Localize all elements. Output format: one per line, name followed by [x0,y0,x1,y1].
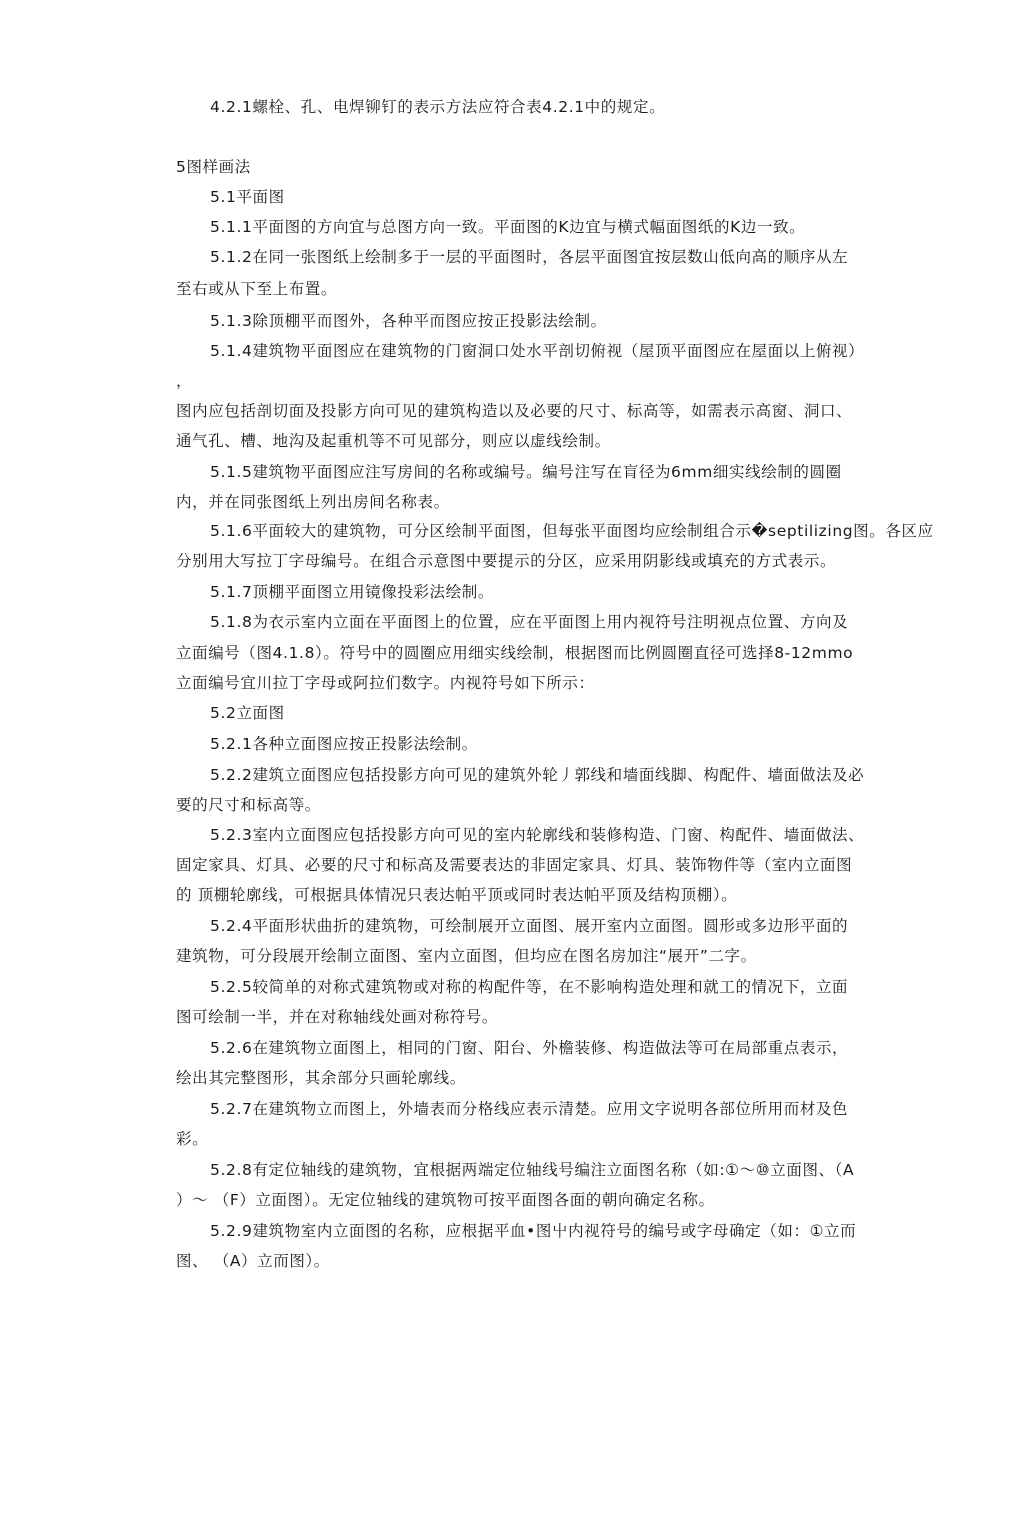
text-line: 绘出其完整图形，其余部分只画轮廓线。 [176,1069,466,1087]
text-line: 5.2.4平面形状曲折的建筑物，可绘制展开立面图、展开室内立面图。圆形或多边形平面的 [210,917,849,935]
text-line: 5.1.3除顶棚平而图外，各种平而图应按正投影法绘制。 [210,312,607,330]
section-heading: 5图样画法 [176,158,251,176]
subsection-heading: 5.1平面图 [210,188,285,206]
text-line: 图可绘制一半，并在对称轴线处画对称符号。 [176,1008,499,1026]
text-line: 4.2.1螺栓、孔、电焊铆钉的表示方法应符合表4.2.1中的规定。 [210,98,666,116]
text-line: 要的尺寸和标高等。 [176,796,321,814]
text-line: ， [176,372,193,390]
text-line: 固定家具、灯具、必要的尺寸和标高及需要表达的非固定家具、灯具、装饰物件等（室内立面图 [176,856,853,874]
subsection-heading: 5.2立面图 [210,704,285,722]
text-line: 5.2.9建筑物室内立面图的名称，应根据平血•图屮内视符号的编号或字母确定（如：①立而 [210,1222,857,1240]
text-line: 立面编号（图4.1.8）。符号中的圆圈应用细实线绘制，根据图而比例圆圈直径可选择8-12mmo [176,644,854,662]
text-line: 5.2.8有定位轴线的建筑物，宜根据两端定位轴线号编注立面图名称（如:①～⑩立面图、（A [210,1161,855,1179]
text-line: 5.1.1平面图的方向宜与总图方向一致。平面图的K边宜与横式幅面图纸的K边一致。 [210,218,806,236]
text-line: 内，并在同张图纸上列出房间名称表。 [176,493,450,511]
text-line: 5.2.2建筑立面图应包括投影方向可见的建筑外轮丿郭线和墙面线脚、构配件、墙面做法及必 [210,766,865,784]
text-line: 5.1.8为衣示室内立面在平面图上的位置，应在平面图上用内视符号注明视点位置、方向及 [210,613,849,631]
text-line: 5.2.5较简单的对称式建筑物或对称的构配件等，在不影响构造处理和就工的情况下，立面 [210,978,849,996]
text-line: 图、 （A）立而图）。 [176,1252,330,1270]
text-line: 彩。 [176,1130,209,1148]
text-line: 立面编号宜川拉丁字母或阿拉们数字。内视符号如下所示： [176,674,595,692]
text-line: 的 顶棚轮廓线，可根据具体情况只表达帕平顶或同时表达帕平顶及结构顶棚）。 [176,886,738,904]
text-line: 5.1.2在同一张图纸上绘制多于一层的平面图时，各层平面图宜按层数山低向高的顺序从左 [210,248,849,266]
text-line: 至右或从下至上布置。 [176,280,338,298]
text-line: 5.2.7在建筑物立而图上，外墙表而分格线应表示清楚。应用文字说明各部位所用而材及色 [210,1100,849,1118]
text-line: 5.2.3室内立面图应包括投影方向可见的室内轮廓线和装修构造、门窗、构配件、墙面做法、 [210,826,865,844]
text-line: 建筑物，可分段展开绘制立面图、室内立面图，但均应在图名房加注“展开”二字。 [176,947,757,965]
text-line: 分别用大写拉丁字母编号。在组合示意图中要提示的分区，应采用阴影线或填充的方式表示。 [176,552,837,570]
text-line: 图内应包括剖切面及投影方向可见的建筑构造以及必要的尺寸、标高等，如需表示高窗、洞口、 [176,402,853,420]
text-line: 5.1.7顶棚平面图立用镜像投彩法绘制。 [210,583,494,601]
text-line: ）～ （F）立面图）。无定位轴线的建筑物可按平面图各面的朝向确定名称。 [176,1191,715,1209]
text-line: 5.1.5建筑物平面图应注写房间的名称或编号。编号注写在肓径为6mm细实线绘制的圆圈 [210,463,842,481]
text-line: 通气孔、槽、地沟及起重机等不可见部分，则应以虚线绘制。 [176,432,611,450]
text-line: 5.2.1各种立面图应按正投影法绘制。 [210,735,478,753]
text-line: 5.2.6在建筑物立面图上，相同的门窗、阳台、外檐装修、构造做法等可在局部重点表示， [210,1039,849,1057]
text-line: 5.1.4建筑物平面图应在建筑物的门窗洞口处水平剖切俯视（屋顶平面图应在屋面以上俯视） [210,342,865,360]
text-line: 5.1.6平面较大的建筑物，可分区绘制平面图，但每张平面图均应绘制组合示�septilizing图。各区应 [210,522,934,540]
